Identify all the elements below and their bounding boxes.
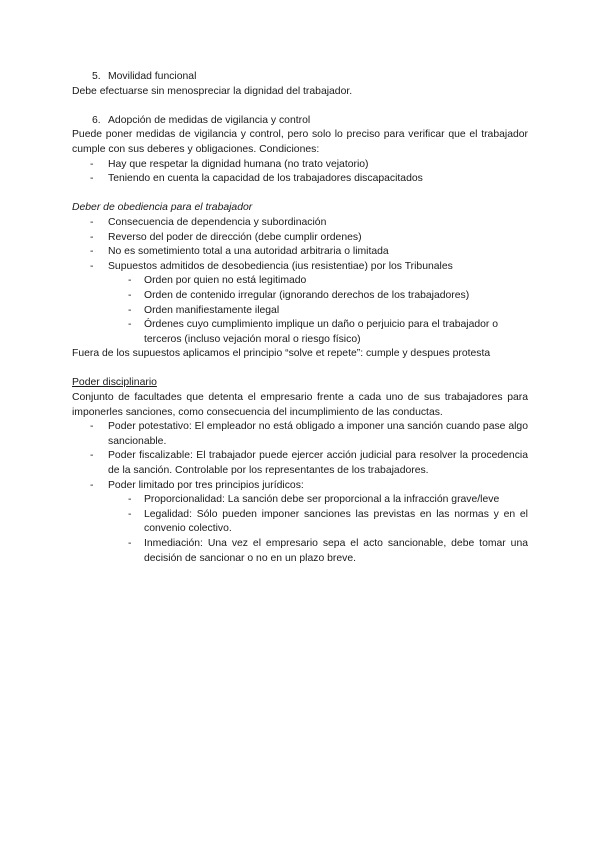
list-item — [72, 449, 528, 478]
bullet-dash: - — [90, 421, 94, 433]
list-item — [72, 479, 528, 494]
list-item-text: Proporcionalidad: La sanción debe ser proporcional a la infracción grave/leve — [144, 494, 500, 506]
list-item-text: Orden de contenido irregular (ignorando derechos de los trabajadores) — [144, 289, 470, 301]
section-number: 5. — [92, 71, 101, 82]
bullet-dash: - — [90, 158, 94, 170]
bullet-dash: - — [128, 494, 132, 506]
list-item-text: Reverso del poder de dirección (debe cumplir ordenes) — [108, 231, 362, 243]
sub-list-item — [72, 304, 528, 319]
bullet-dash: - — [90, 450, 94, 462]
list-item — [72, 231, 528, 246]
bullet-dash: - — [128, 508, 132, 520]
bullet-dash: - — [128, 538, 132, 549]
list-item-text: Poder potestativo: El empleador no está obligado a imponer una sanción cuando pase algo sancionable. — [108, 421, 528, 447]
list-item-text: Consecuencia de dependencia y subordinación — [108, 216, 327, 228]
spacer — [72, 187, 528, 202]
disciplinario-text: Conjunto de facultades que detenta el empresario frente a cada uno de sus trabajadores para imponerles sanciones, como consecuencia del incumplimiento de las conductas. — [72, 392, 528, 418]
list-item-text: Orden manifiestamente ilegal — [144, 304, 280, 316]
bullet-dash: - — [90, 246, 94, 258]
section-5-heading — [72, 70, 528, 85]
list-item — [72, 172, 528, 187]
sub-list-item — [72, 537, 528, 566]
section-6-heading — [72, 114, 528, 129]
section-title: Adopción de medidas de vigilancia y control — [108, 114, 311, 126]
list-item — [72, 420, 528, 449]
list-item — [72, 245, 528, 260]
list-item-text: Supuestos admitidos de desobediencia (ius resistentiae) por los Tribunales — [108, 260, 453, 272]
list-item-text: Teniendo en cuenta la capacidad de los trabajadores discapacitados — [108, 173, 423, 185]
sub-list-item — [72, 318, 528, 347]
obediencia-closing: Fuera de los supuestos aplicamos el principio “solve et repete”: cumple y despues protesta — [72, 348, 491, 360]
list-item-text: Poder fiscalizable: El trabajador puede ejercer acción judicial para resolver la procedencia de la sanción. Controlable por los representantes de los trabajadores. — [108, 450, 528, 477]
sub-list-item — [72, 289, 528, 304]
sub-list-item — [72, 493, 528, 508]
list-item-text: Inmediación: Una vez el empresario sepa el acto sancionable, debe tomar una decisión de sancionar o no en un plazo breve. — [144, 538, 528, 564]
bullet-dash: - — [90, 231, 94, 243]
list-item — [72, 216, 528, 231]
bullet-dash: - — [90, 260, 94, 272]
list-item — [72, 158, 528, 173]
section-number: 6. — [92, 114, 101, 126]
disciplinario-title: Poder disciplinario — [72, 377, 157, 389]
section-title: Movilidad funcional — [108, 71, 197, 82]
bullet-dash: - — [128, 289, 132, 301]
list-item-text: Orden por quien no está legitimado — [144, 275, 307, 287]
list-item-text: No es sometimiento total a una autoridad arbitraria o limitada — [108, 246, 389, 258]
sub-list-item — [72, 274, 528, 289]
section-5-text: Debe efectuarse sin menospreciar la dignidad del trabajador. — [72, 85, 353, 97]
bullet-dash: - — [128, 304, 132, 316]
list-item-text: Legalidad: Sólo pueden imponer sanciones las previstas en las normas y en el convenio colectivo. — [144, 508, 528, 535]
section-6-text: Puede poner medidas de vigilancia y control, pero solo lo preciso para verificar que el trabajador cumple con sus deberes y obligaciones. Condiciones: — [72, 129, 528, 155]
spacer — [72, 99, 528, 114]
bullet-dash: - — [90, 479, 94, 491]
bullet-dash: - — [90, 173, 94, 185]
list-item-text: Órdenes cuyo cumplimiento implique un daño o perjuicio para el trabajador o terceros (incluso vejación moral o riesgo físico) — [144, 319, 499, 345]
list-item — [72, 260, 528, 275]
bullet-dash: - — [128, 319, 132, 331]
spacer — [72, 362, 528, 377]
document-page — [72, 70, 528, 566]
sub-list-item — [72, 508, 528, 537]
obediencia-title: Deber de obediencia para el trabajador — [72, 202, 253, 214]
bullet-dash: - — [90, 216, 94, 228]
list-item-text: Hay que respetar la dignidad humana (no trato vejatorio) — [108, 158, 369, 170]
bullet-dash: - — [128, 275, 132, 287]
list-item-text: Poder limitado por tres principios jurídicos: — [108, 479, 304, 491]
